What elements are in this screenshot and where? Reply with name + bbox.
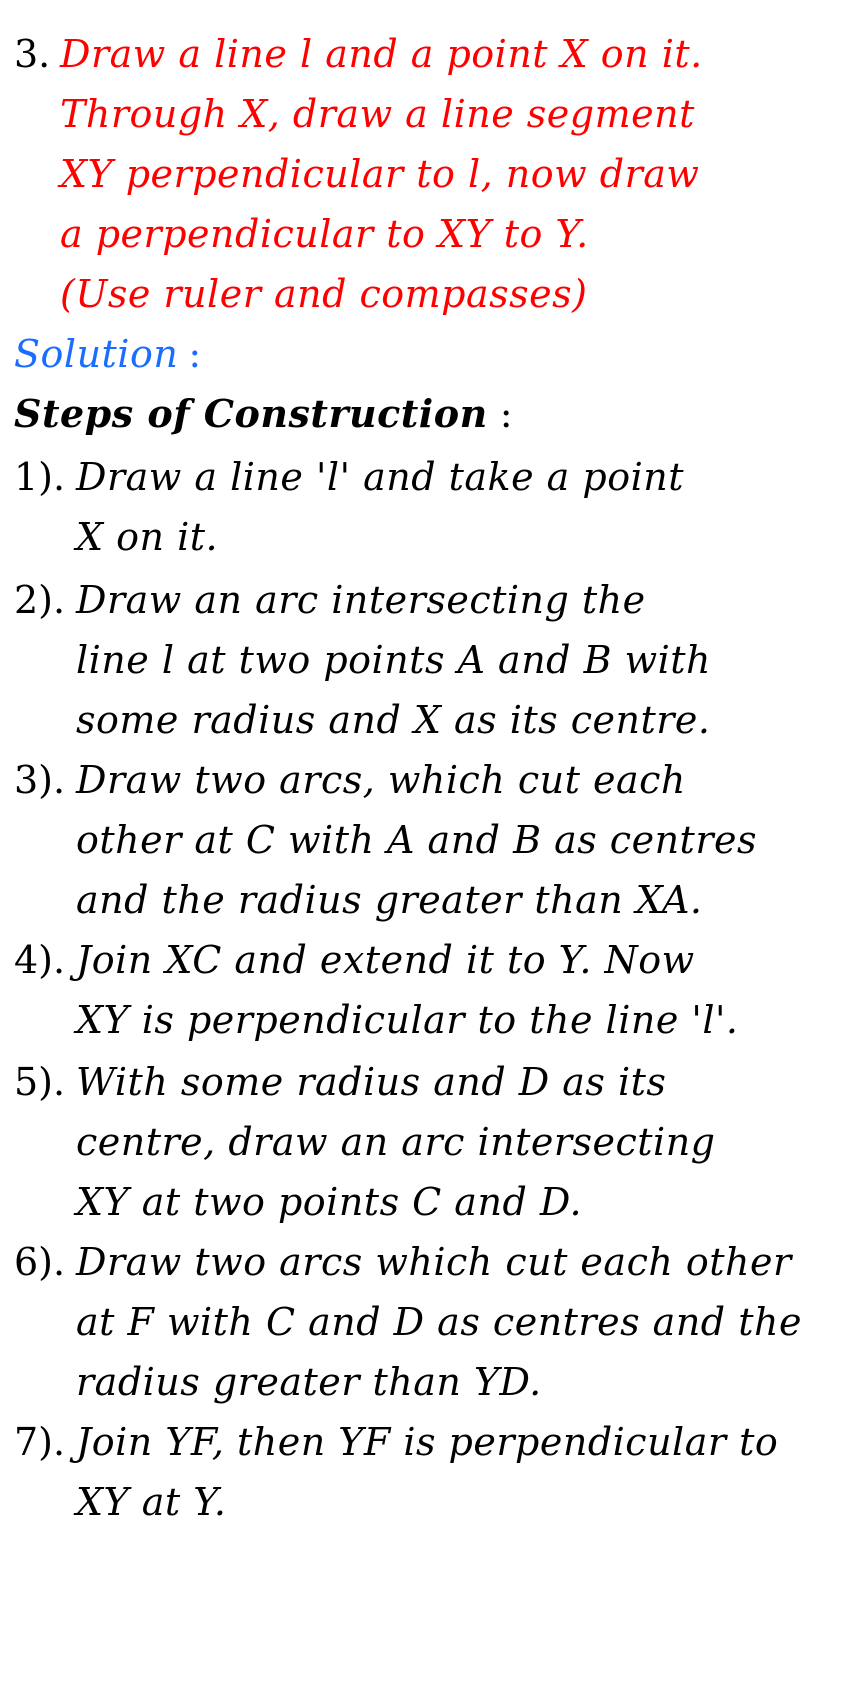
step-line: XY at Y.	[76, 1480, 227, 1524]
step-number: 2).	[14, 578, 66, 622]
step-number: 6).	[14, 1240, 66, 1284]
step-number: 5).	[14, 1060, 66, 1104]
step-line: Draw two arcs, which cut each	[76, 758, 686, 802]
solution-label	[14, 332, 202, 376]
step-line: X on it.	[76, 515, 219, 559]
question-number: 3.	[14, 32, 51, 76]
question-line: a perpendicular to XY to Y.	[60, 212, 589, 256]
step-number: 1).	[14, 455, 66, 499]
step-line: other at C with A and B as centres	[76, 818, 757, 862]
step-line: Draw a line 'l' and take a point	[76, 455, 684, 499]
step-line: radius greater than YD.	[76, 1360, 542, 1404]
step-line: centre, draw an arc intersecting	[76, 1120, 716, 1164]
step-number: 3).	[14, 758, 66, 802]
step-line: line l at two points A and B with	[76, 638, 712, 682]
solution-text: Solution	[14, 332, 179, 376]
step-line: Join YF, then YF is perpendicular to	[76, 1420, 779, 1464]
step-line: Draw two arcs which cut each other	[76, 1240, 792, 1284]
step-line: With some radius and D as its	[76, 1060, 667, 1104]
solution-colon: :	[188, 332, 202, 376]
step-line: and the radius greater than XA.	[76, 878, 703, 922]
step-line: at F with C and D as centres and the	[76, 1300, 802, 1344]
step-line: some radius and X as its centre.	[76, 698, 711, 742]
steps-heading-text: Steps of Construction	[14, 391, 488, 436]
question-line: Draw a line l and a point X on it.	[60, 32, 703, 76]
step-line: Join XC and extend it to Y. Now	[76, 938, 695, 982]
question-line: XY perpendicular to l, now draw	[60, 152, 700, 196]
question-line: (Use ruler and compasses)	[60, 272, 588, 316]
step-line: XY at two points C and D.	[76, 1180, 583, 1224]
step-number: 7).	[14, 1420, 66, 1464]
step-number: 4).	[14, 938, 66, 982]
steps-heading-colon: :	[499, 392, 514, 436]
question-line: Through X, draw a line segment	[60, 92, 695, 136]
step-line: XY is perpendicular to the line 'l'.	[76, 998, 739, 1042]
steps-heading	[14, 392, 513, 436]
step-line: Draw an arc intersecting the	[76, 578, 646, 622]
